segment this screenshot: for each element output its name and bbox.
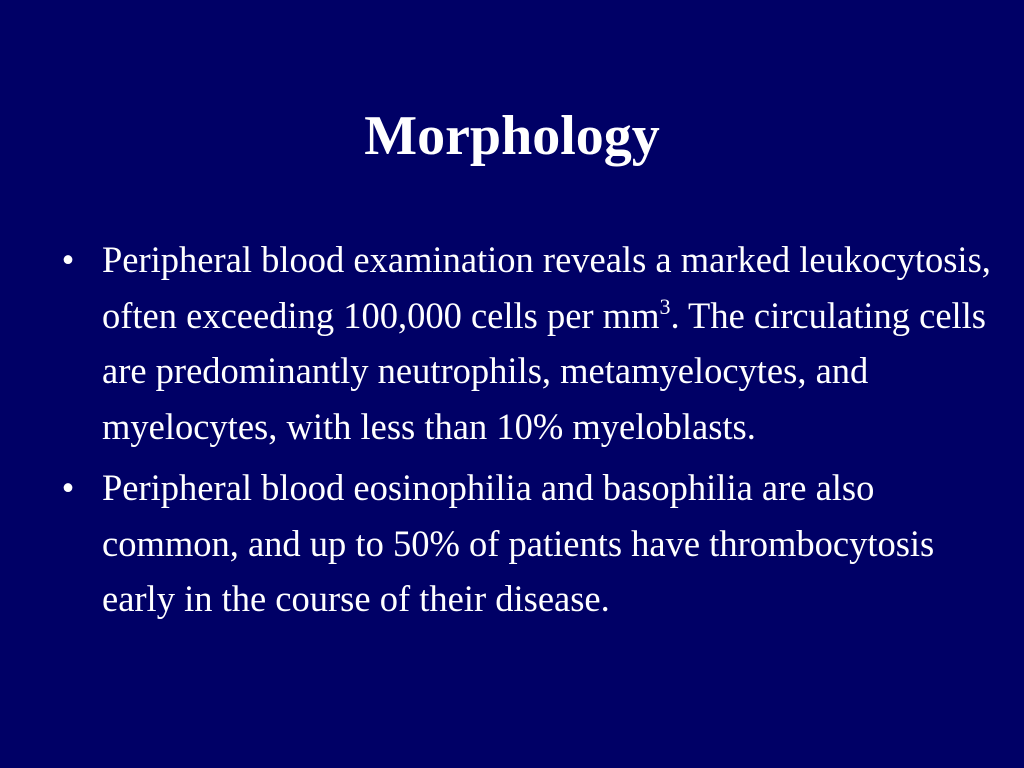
bullet-marker: • [61,239,75,280]
bullet-list [58,232,998,633]
slide-title: Morphology [364,105,660,167]
bullet-text: Peripheral blood eosinophilia and basophilia are also common, and up to 50% of patients have thrombocytosis early in the course of their disease. [102,467,935,619]
superscript-exponent: 3 [659,293,671,319]
bullet-item-eosinophilia [58,460,998,627]
bullet-text-continued: . The circulating cells are predominantly neutrophils, metamyelocytes, and myelocytes, with less than 10% myeloblasts. [102,294,987,447]
bullet-marker: • [61,467,75,508]
bullet-item-blood-examination [58,232,998,454]
bullet-text: Peripheral blood examination reveals a marked leukocytosis, often exceeding 100,000 cells per mm [102,239,991,336]
